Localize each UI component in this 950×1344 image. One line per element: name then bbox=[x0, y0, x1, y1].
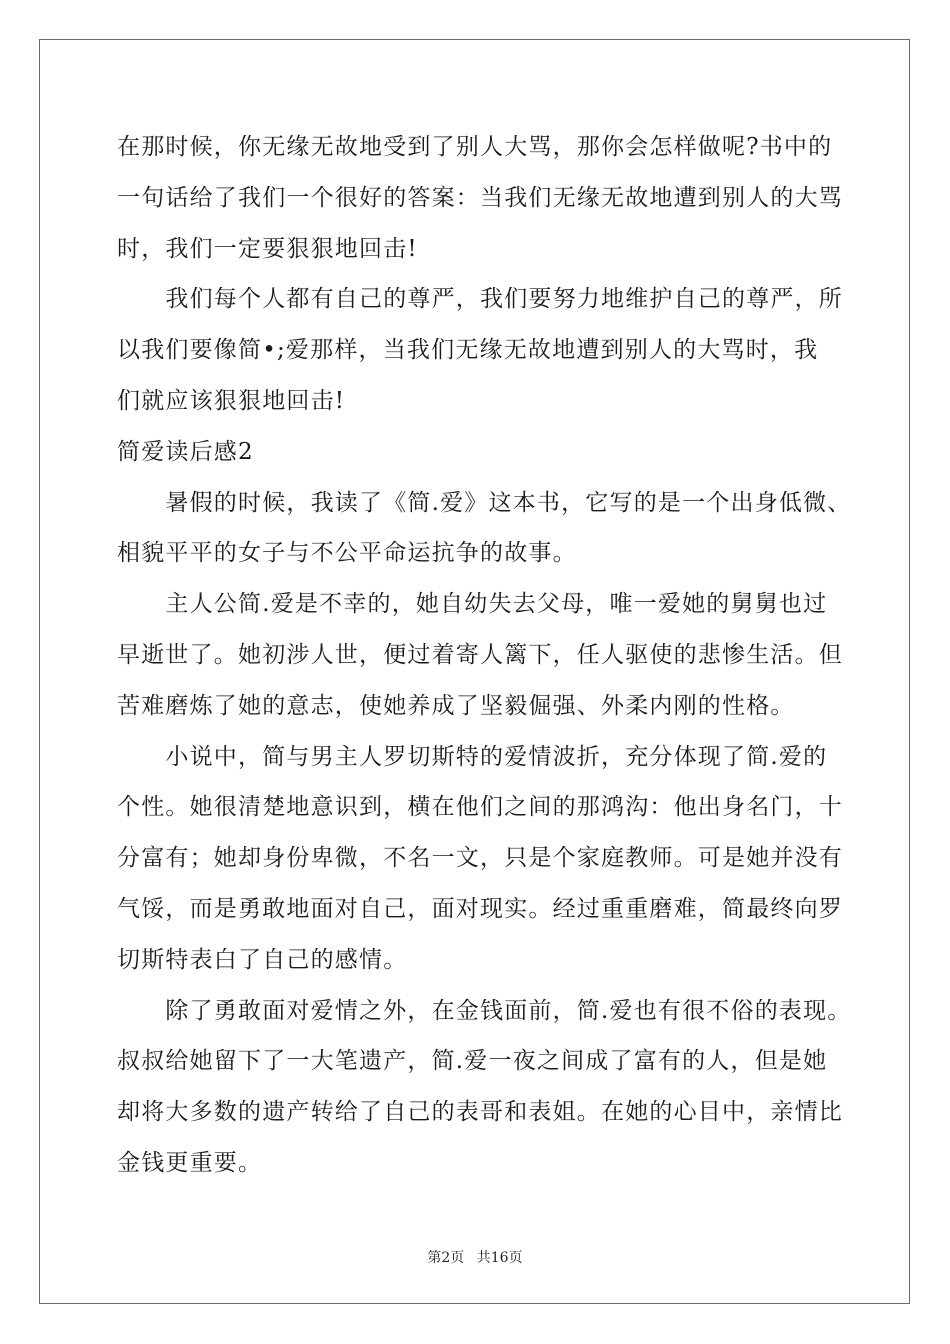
page-total: 共16页 bbox=[476, 1250, 523, 1266]
text-line: 时，我们一定要狠狠地回击! bbox=[117, 235, 418, 262]
text-line: 以我们要像简•;爱那样，当我们无缘无故地遭到别人的大骂时，我 bbox=[117, 337, 819, 364]
text-line: 我们每个人都有自己的尊严，我们要努力地维护自己的尊严，所 bbox=[117, 286, 843, 313]
page-number: 第2页 bbox=[427, 1250, 465, 1266]
text-line: 小说中，简与男主人罗切斯特的爱情波折，充分体现了简.爱的 bbox=[117, 743, 828, 770]
text-line: 气馁，而是勇敢地面对自己，面对现实。经过重重磨难，简最终向罗 bbox=[117, 895, 843, 922]
text-line: 金钱更重要。 bbox=[117, 1149, 263, 1176]
document-body bbox=[117, 128, 852, 1195]
section-heading: 简爱读后感2 bbox=[117, 438, 254, 465]
text-line: 个性。她很清楚地意识到，横在他们之间的那鸿沟：他出身名门，十 bbox=[117, 794, 843, 821]
text-line: 分富有；她却身份卑微，不名一文，只是个家庭教师。可是她并没有 bbox=[117, 845, 843, 872]
text-line: 早逝世了。她初涉人世，便过着寄人篱下，任人驱使的悲惨生活。但 bbox=[117, 641, 843, 668]
text-line: 主人公简.爱是不幸的，她自幼失去父母，唯一爱她的舅舅也过 bbox=[117, 591, 828, 618]
text-line: 除了勇敢面对爱情之外，在金钱面前，简.爱也有很不俗的表现。 bbox=[117, 997, 852, 1024]
text-line: 们就应该狠狠地回击! bbox=[117, 387, 346, 414]
text-line: 在那时候，你无缘无故地受到了别人大骂，那你会怎样做呢?书中的 bbox=[117, 134, 833, 160]
text-line: 切斯特表白了自己的感情。 bbox=[117, 946, 408, 973]
text-line: 相貌平平的女子与不公平命运抗争的故事。 bbox=[117, 540, 577, 567]
text-line: 却将大多数的遗产转给了自己的表哥和表姐。在她的心目中，亲情比 bbox=[117, 1099, 843, 1126]
page-footer bbox=[0, 1247, 950, 1267]
text-line: 苦难磨炼了她的意志，使她养成了坚毅倔强、外柔内刚的性格。 bbox=[117, 692, 795, 719]
text-line: 一句话给了我们一个很好的答案：当我们无缘无故地遭到别人的大骂 bbox=[117, 184, 843, 211]
text-line: 暑假的时候，我读了《简.爱》这本书，它写的是一个出身低微、 bbox=[117, 489, 852, 516]
text-line: 叔叔给她留下了一大笔遗产，简.爱一夜之间成了富有的人，但是她 bbox=[117, 1048, 828, 1075]
